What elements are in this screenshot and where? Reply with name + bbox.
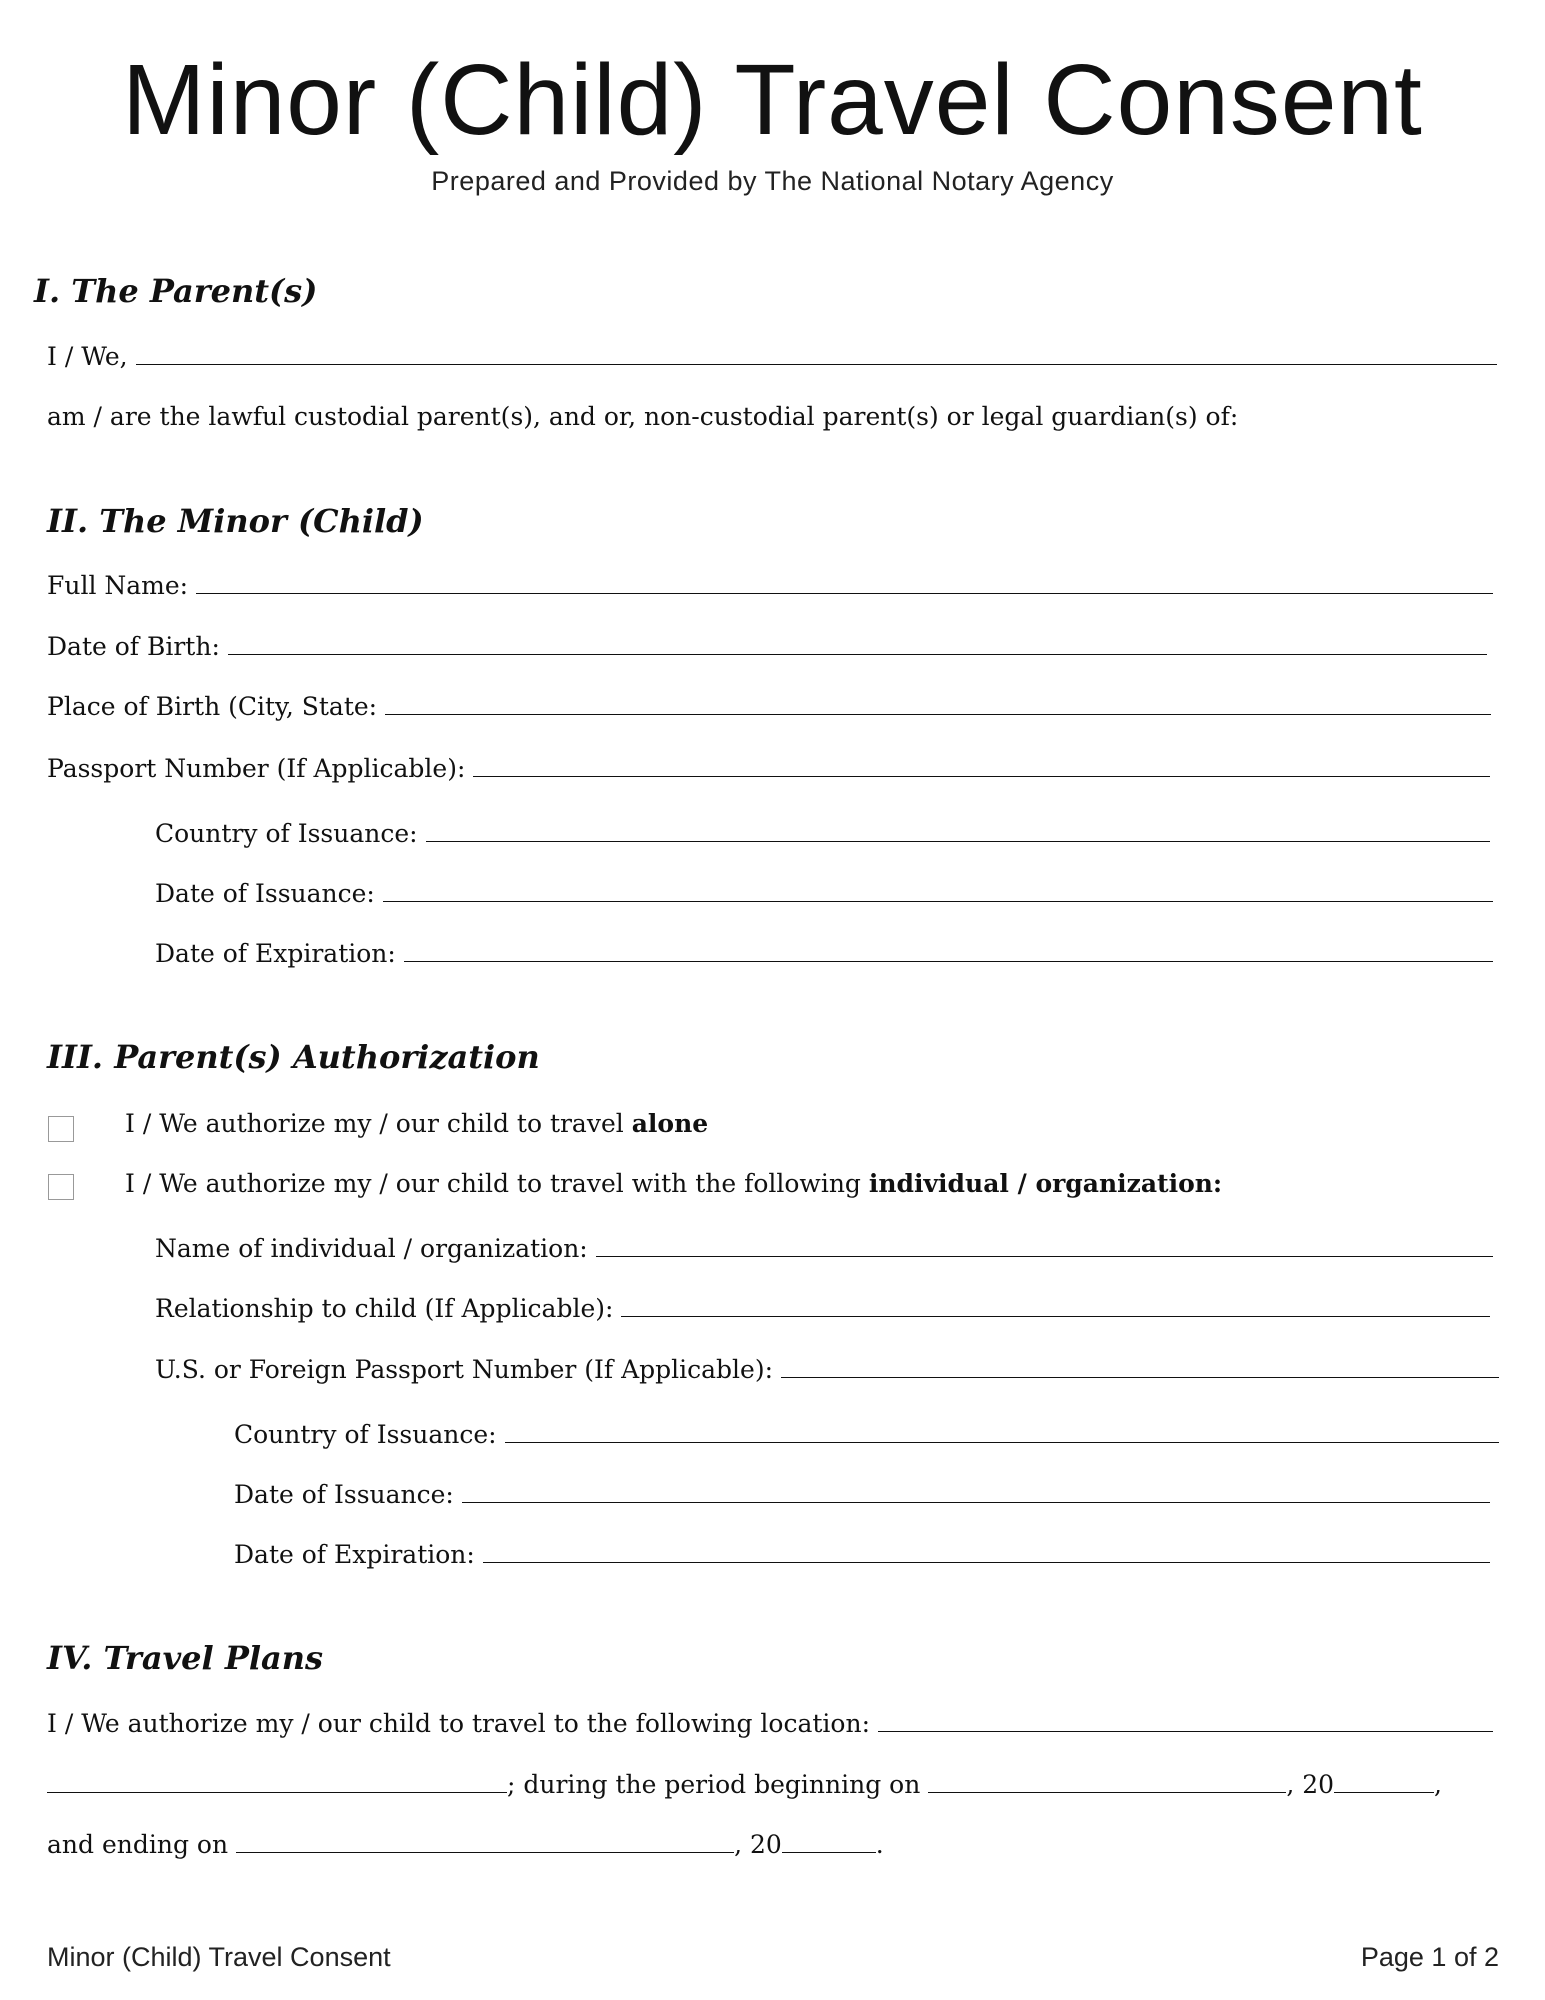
destination-label: I / We authorize my / our child to travel to the following location: xyxy=(47,1709,870,1738)
destination-field[interactable] xyxy=(878,1730,1493,1732)
section-heading-minor: II. The Minor (Child) xyxy=(47,502,424,540)
end-year-field[interactable] xyxy=(782,1851,876,1853)
end-period: . xyxy=(875,1830,884,1859)
child-dob-field[interactable] xyxy=(228,653,1487,655)
companion-name-field[interactable] xyxy=(596,1255,1493,1257)
child-passport-field[interactable] xyxy=(473,775,1490,777)
companion-issuance-row xyxy=(234,1480,1490,1509)
companion-country-label: Country of Issuance: xyxy=(234,1420,497,1449)
companion-relationship-field[interactable] xyxy=(621,1315,1490,1317)
parent-name-field[interactable] xyxy=(136,363,1497,365)
travel-with-checkbox[interactable] xyxy=(48,1174,74,1200)
child-pob-label: Place of Birth (City, State: xyxy=(47,692,378,721)
companion-relationship-label: Relationship to child (If Applicable): xyxy=(155,1294,614,1323)
child-full-name-label: Full Name: xyxy=(47,571,189,600)
child-dob-row xyxy=(47,632,1487,661)
travel-alone-checkbox[interactable] xyxy=(48,1116,74,1142)
start-comma: , xyxy=(1434,1770,1442,1799)
period-start-label: ; during the period beginning on xyxy=(507,1770,921,1799)
travel-alone-bold: alone xyxy=(631,1109,709,1138)
companion-passport-label: U.S. or Foreign Passport Number (If Applicable): xyxy=(155,1355,774,1384)
child-full-name-field[interactable] xyxy=(196,592,1493,594)
period-end-label: and ending on xyxy=(47,1830,229,1859)
child-country-label: Country of Issuance: xyxy=(155,819,418,848)
document-subtitle: Prepared and Provided by The National Notary Agency xyxy=(431,166,1114,196)
section-heading-parents: I. The Parent(s) xyxy=(34,272,318,310)
parent-name-label: I / We, xyxy=(47,342,128,371)
companion-name-row xyxy=(155,1234,1493,1263)
child-issuance-row xyxy=(155,879,1493,908)
travel-with-option xyxy=(125,1169,1222,1198)
section-heading-travel-plans: IV. Travel Plans xyxy=(47,1639,324,1677)
child-dob-label: Date of Birth: xyxy=(47,632,220,661)
child-pob-field[interactable] xyxy=(385,713,1491,715)
child-expiration-field[interactable] xyxy=(404,960,1493,962)
destination-row xyxy=(47,1709,1493,1738)
child-expiration-label: Date of Expiration: xyxy=(155,939,396,968)
companion-passport-row xyxy=(155,1355,1499,1384)
child-country-row xyxy=(155,819,1490,848)
companion-issuance-field[interactable] xyxy=(462,1501,1490,1503)
travel-with-bold: individual / organization: xyxy=(868,1169,1223,1198)
end-date-field[interactable] xyxy=(236,1851,734,1853)
section-heading-authorization: III. Parent(s) Authorization xyxy=(47,1038,540,1076)
companion-passport-field[interactable] xyxy=(781,1376,1499,1378)
child-expiration-row xyxy=(155,939,1493,968)
travel-alone-option xyxy=(125,1109,708,1138)
companion-country-row xyxy=(234,1420,1499,1449)
child-country-field[interactable] xyxy=(426,840,1490,842)
companion-expiration-row xyxy=(234,1540,1490,1569)
end-year-prefix: , 20 xyxy=(734,1830,782,1859)
start-date-field[interactable] xyxy=(928,1791,1286,1793)
companion-name-label: Name of individual / organization: xyxy=(155,1234,588,1263)
custody-statement xyxy=(47,402,1238,431)
page-number: Page 1 of 2 xyxy=(1360,1942,1499,1972)
child-full-name-row xyxy=(47,571,1493,600)
companion-issuance-label: Date of Issuance: xyxy=(234,1480,454,1509)
start-year-prefix: , 20 xyxy=(1286,1770,1335,1799)
destination-continued-field[interactable] xyxy=(47,1791,507,1793)
companion-country-field[interactable] xyxy=(505,1441,1499,1443)
companion-expiration-label: Date of Expiration: xyxy=(234,1540,475,1569)
parent-name-row xyxy=(47,342,1497,371)
period-end-row xyxy=(47,1830,884,1859)
travel-with-text: I / We authorize my / our child to travel with the following xyxy=(125,1169,869,1198)
child-passport-row xyxy=(47,754,1490,783)
document-title: Minor (Child) Travel Consent xyxy=(122,44,1423,156)
child-pob-row xyxy=(47,692,1491,721)
child-issuance-field[interactable] xyxy=(383,900,1493,902)
start-year-field[interactable] xyxy=(1334,1791,1434,1793)
custody-statement-text: am / are the lawful custodial parent(s), and or, non-custodial parent(s) or legal guardian(s) of: xyxy=(47,402,1239,431)
period-start-row xyxy=(47,1770,1442,1799)
companion-relationship-row xyxy=(155,1294,1490,1323)
child-issuance-label: Date of Issuance: xyxy=(155,879,375,908)
travel-alone-text: I / We authorize my / our child to travel xyxy=(125,1109,632,1138)
companion-expiration-field[interactable] xyxy=(483,1561,1490,1563)
footer-title: Minor (Child) Travel Consent xyxy=(47,1942,391,1972)
child-passport-label: Passport Number (If Applicable): xyxy=(47,754,466,783)
